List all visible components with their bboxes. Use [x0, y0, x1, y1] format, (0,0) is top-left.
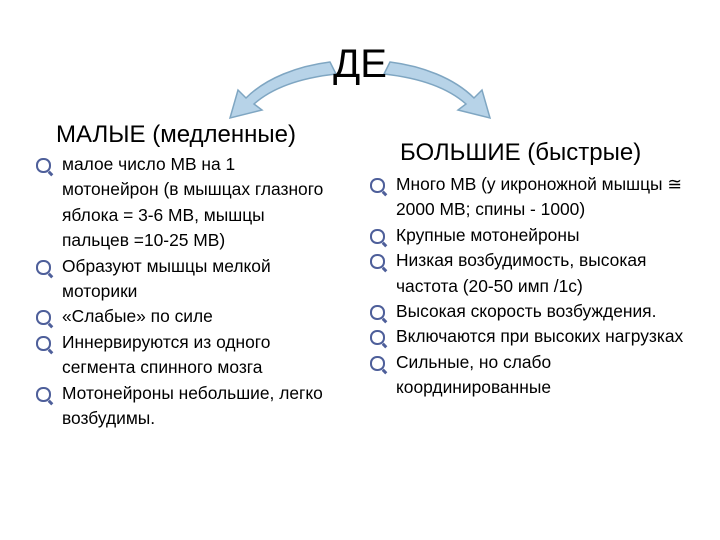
list-item-text: малое число МВ на 1 мотонейрон (в мышцах глазного яблока = 3-6 МВ, мышцы пальцев =10-25 МВ): [62, 154, 324, 251]
q-bullet-icon: [36, 310, 51, 325]
list-item: [36, 152, 336, 254]
right-bullet-list: [370, 172, 705, 401]
list-item: [36, 254, 336, 305]
list-item-text: Высокая скорость возбуждения.: [396, 301, 657, 322]
list-item-text: Включаются при высоких нагрузках: [396, 326, 684, 347]
list-item: [36, 381, 336, 432]
list-item: [370, 248, 705, 299]
list-item: [370, 324, 705, 349]
list-item: [36, 330, 336, 381]
list-item-text: Сильные, но слабо координированные: [396, 351, 552, 398]
left-column-heading: МАЛЫЕ (медленные): [56, 121, 296, 148]
list-item-text: Образуют мышцы мелкой моторики: [62, 255, 271, 302]
left-bullet-list: [36, 152, 336, 431]
q-bullet-icon: [370, 178, 385, 193]
list-item: [370, 223, 705, 248]
list-item: [36, 304, 336, 329]
list-item: [370, 172, 705, 223]
q-bullet-icon: [370, 356, 385, 371]
list-item-text: Иннервируются из одного сегмента спинного мозга: [62, 331, 271, 378]
q-bullet-icon: [36, 158, 51, 173]
q-bullet-icon: [36, 260, 51, 275]
right-column-heading: БОЛЬШИЕ (быстрые): [400, 139, 642, 166]
q-bullet-icon: [370, 305, 385, 320]
list-item-text: Много МВ (у икроножной мышцы ≅ 2000 МВ; спины - 1000): [396, 174, 682, 220]
list-item: [370, 299, 705, 324]
list-item-text: Крупные мотонейроны: [396, 224, 580, 245]
q-bullet-icon: [370, 330, 385, 345]
list-item-text: Мотонейроны небольшие, легко возбудимы.: [62, 382, 323, 429]
q-bullet-icon: [36, 387, 51, 402]
list-item: [370, 350, 705, 401]
list-item-text: Низкая возбудимость, высокая частота (20-50 имп /1с): [396, 250, 647, 296]
q-bullet-icon: [36, 336, 51, 351]
page-title: ДЕ: [333, 42, 387, 86]
q-bullet-icon: [370, 229, 385, 244]
list-item-text: «Слабые» по силе: [62, 306, 213, 327]
q-bullet-icon: [370, 254, 385, 269]
